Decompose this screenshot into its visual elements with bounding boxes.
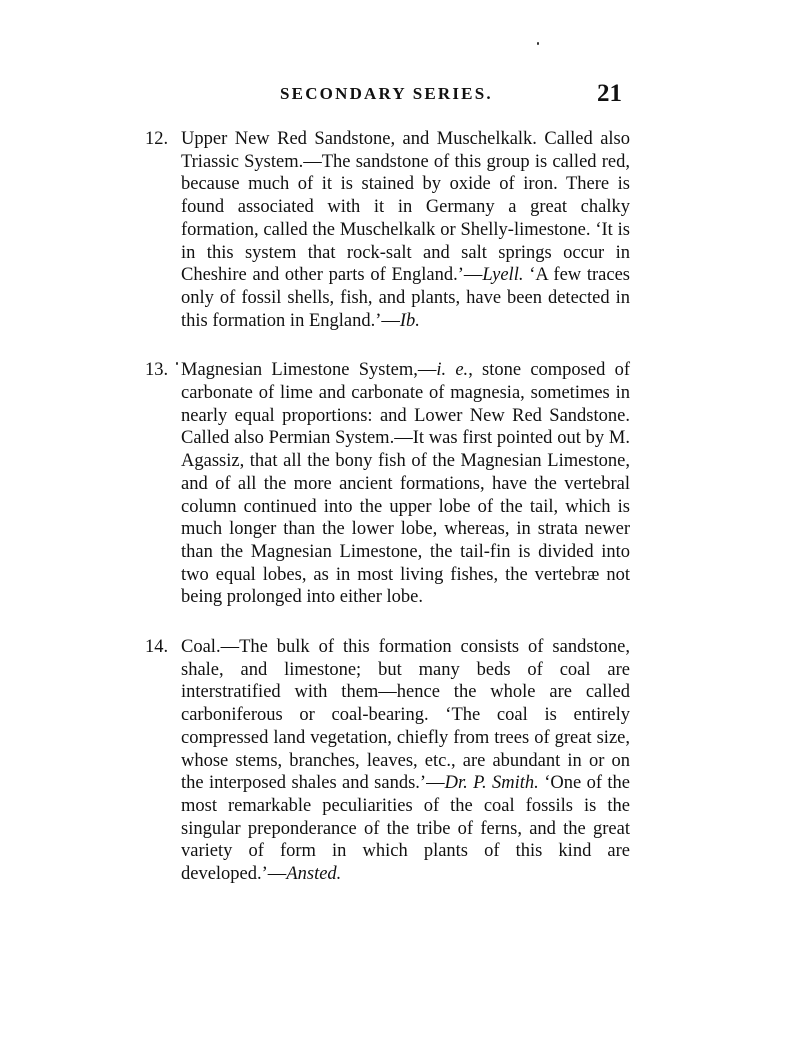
entry-14	[145, 636, 630, 886]
abbreviation: i. e.	[436, 360, 469, 381]
entry-13	[145, 359, 630, 609]
entry-list	[145, 128, 630, 913]
text-segment: ‘One of the most remarkable peculiarities of the coal fossils is the singular preponderance of the tribe of ferns, and the great variety of form in which plants of this kind are developed.’—	[181, 773, 630, 885]
text-segment: Coal.—The bulk of this formation consists of sandstone, shale, and limestone; but many beds of coal are interstratified with them—hence the whole are called carboniferous or coal-bearing. ‘The coal is entirely compressed land vegetation, chiefly from trees of great size, whose stems, branches, leaves, etc., are abundant in or on the interposed shales and sands.’—	[181, 637, 630, 794]
citation: Lyell.	[482, 265, 524, 286]
entry-text	[181, 636, 630, 886]
citation: Ansted.	[286, 864, 342, 885]
text-segment: Magnesian Limestone System,—	[181, 360, 437, 381]
page-number: 21	[597, 80, 622, 107]
text-segment: ‘A few traces only of fossil shells, fish, and plants, have been detected in this formation in England.’—	[181, 265, 630, 331]
text-segment: , stone composed of carbonate of lime and carbonate of magnesia, sometimes in nearly equal proportions: and Lower New Red Sandstone. Called also Permian System.—It was first pointed out by M. Agassiz, that all the bony fish of the Magnesian Limestone, and of all the more ancient formations, have the vertebral column continued into the upper lobe of the tail, which is much longer than the lower lobe, whereas, in strata newer than the Magnesian Limestone, the tail-fin is divided into two equal lobes, as in most living fishes, the vertebræ not being prolonged into either lobe.	[181, 360, 630, 608]
running-head: SECONDARY SERIES.	[280, 84, 493, 103]
entry-number: 12.	[145, 129, 169, 149]
entry-number: 14.	[145, 637, 169, 658]
print-speck	[537, 42, 539, 45]
text-segment: Upper New Red Sandstone, and Muschelkalk. Called also Triassic System.—The sandstone of this group is called red, because much of it is stained by oxide of iron. There is found associated with it in Germany a great chalky formation, called the Muschelkalk or Shelly-limestone. ‘It is in this system that rock-salt and salt springs occur in Cheshire and other parts of England.’—	[181, 129, 630, 286]
citation: Ib.	[399, 310, 420, 331]
entry-number: 13.	[145, 360, 169, 381]
citation: Dr. P. Smith.	[444, 773, 539, 794]
entry-12	[145, 128, 630, 332]
page-header	[0, 80, 800, 110]
entry-text	[181, 359, 630, 609]
entry-text	[181, 128, 630, 332]
